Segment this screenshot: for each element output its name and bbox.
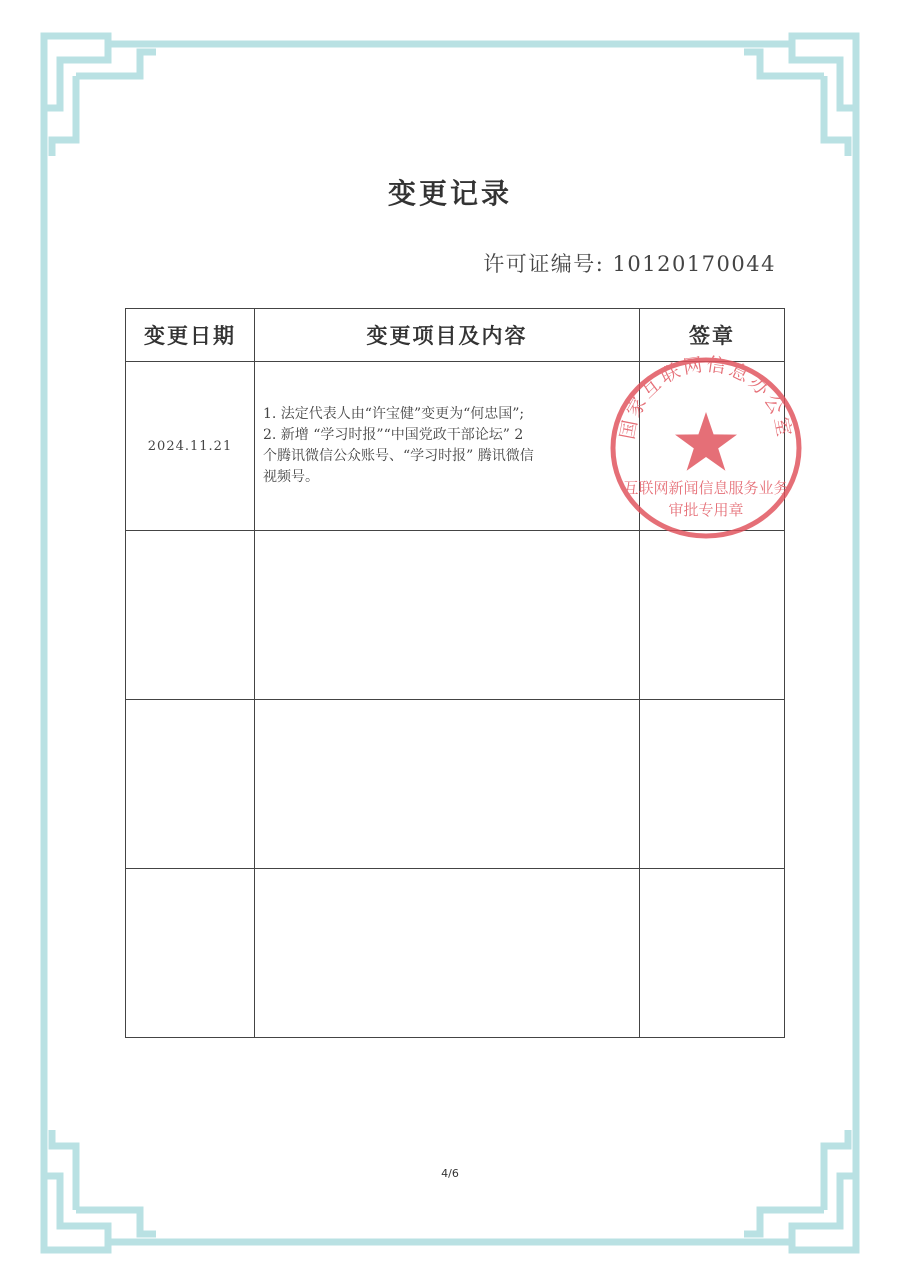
change-date-cell [126, 700, 255, 869]
change-content-cell [255, 531, 640, 700]
header-change-content: 变更项目及内容 [255, 309, 640, 362]
table-row [126, 869, 785, 1038]
content-line: 视频号。 [263, 469, 319, 485]
seal-cell [640, 700, 785, 869]
content-line: 个腾讯微信公众账号、“学习时报” 腾讯微信 [263, 448, 534, 464]
seal-line-1: 互联网新闻信息服务业务 [623, 479, 789, 497]
header-change-date: 变更日期 [126, 309, 255, 362]
seal-cell [640, 869, 785, 1038]
seal-org-text: 国家互联网信息办公室 [616, 353, 796, 442]
page-number: 4/6 [441, 1167, 459, 1180]
seal-line-2: 审批专用章 [668, 501, 744, 519]
header-seal: 签章 [640, 309, 785, 362]
official-seal-stamp [606, 352, 806, 540]
content-line: 1. 法定代表人由“许宝健”变更为“何忠国”; [263, 406, 525, 422]
content-line: 2. 新增 “学习时报”“中国党政干部论坛” 2 [263, 427, 524, 443]
change-content-cell [255, 362, 640, 531]
table-row [126, 531, 785, 700]
change-date-cell [126, 869, 255, 1038]
change-date-cell: 2024.11.21 [126, 362, 255, 531]
star-icon [675, 412, 737, 471]
change-date-cell [126, 531, 255, 700]
table-row [126, 700, 785, 869]
change-content-cell [255, 869, 640, 1038]
document-title: 变更记录 [387, 177, 512, 210]
license-number: 许可证编号: 10120170044 [483, 252, 776, 276]
change-content-cell [255, 700, 640, 869]
seal-cell [640, 531, 785, 700]
